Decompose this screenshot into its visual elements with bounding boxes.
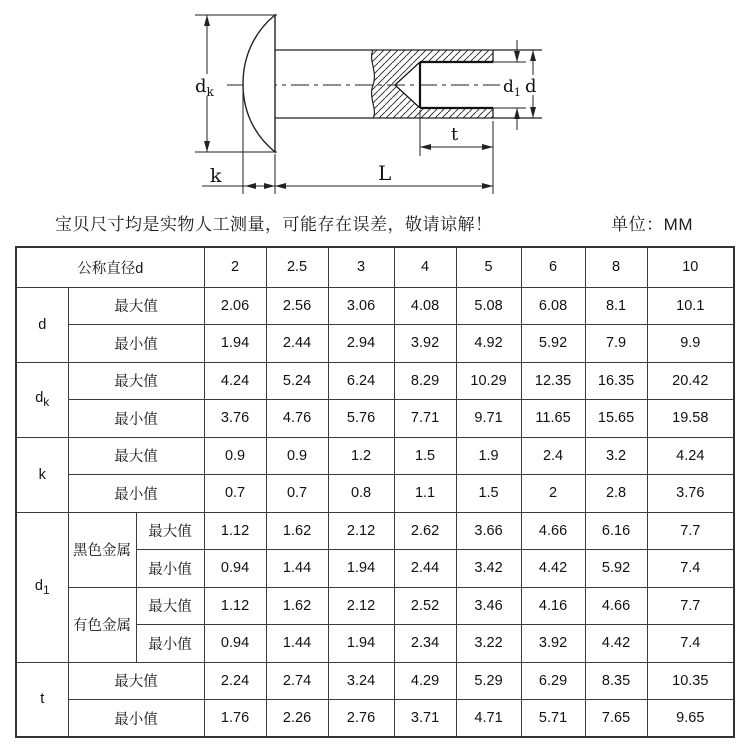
value-cell: 0.7 <box>266 475 328 513</box>
value-cell: 1.1 <box>394 475 456 513</box>
table-row <box>16 287 734 325</box>
param-cell <box>16 512 68 662</box>
minmax-cell: 最大值 <box>68 362 204 400</box>
k-label: k <box>210 165 222 187</box>
value-cell: 0.8 <box>328 475 394 513</box>
metal-type-cell: 有色金属 <box>68 587 136 662</box>
value-cell: 10.29 <box>456 362 521 400</box>
param-label: t <box>40 691 45 708</box>
value-cell: 5.76 <box>328 400 394 438</box>
param-label: $d_k$ <box>35 390 50 409</box>
value-cell: 0.94 <box>204 550 266 588</box>
value-cell: 7.7 <box>647 587 734 625</box>
d1-label: $d_1$ <box>503 77 521 99</box>
value-cell: 5.08 <box>456 287 521 325</box>
table-header-row <box>16 247 734 287</box>
value-cell: 2.12 <box>328 512 394 550</box>
value-cell: 7.71 <box>394 400 456 438</box>
value-cell: 3.46 <box>456 587 521 625</box>
minmax-cell: 最小值 <box>136 625 204 663</box>
value-cell: 8.29 <box>394 362 456 400</box>
value-cell: 0.94 <box>204 625 266 663</box>
value-cell: 3.76 <box>204 400 266 438</box>
value-cell: 3.42 <box>456 550 521 588</box>
t-label: t <box>451 124 459 145</box>
value-cell: 1.62 <box>266 587 328 625</box>
arrow-icon <box>420 144 431 150</box>
value-cell: 4.42 <box>585 625 647 663</box>
table-row <box>16 325 734 363</box>
value-cell: 1.62 <box>266 512 328 550</box>
L-label: L <box>378 161 392 185</box>
d-label: d <box>525 76 537 97</box>
value-cell: 3.24 <box>328 662 394 700</box>
value-cell: 1.5 <box>394 437 456 475</box>
value-cell: 1.2 <box>328 437 394 475</box>
param-label: k <box>38 466 46 483</box>
value-cell: 4.71 <box>456 700 521 738</box>
unit-text: 单位：MM <box>611 215 693 234</box>
value-cell: 15.65 <box>585 400 647 438</box>
value-cell: 2.74 <box>266 662 328 700</box>
value-cell: 4.29 <box>394 662 456 700</box>
arrow-icon <box>204 141 210 152</box>
table-row <box>16 400 734 438</box>
arrow-icon <box>530 107 536 118</box>
header-size-cell: 2.5 <box>266 247 328 287</box>
value-cell: 1.5 <box>456 475 521 513</box>
header-corner-cell: 公称直径d <box>16 247 204 287</box>
value-cell: 2.26 <box>266 700 328 738</box>
value-cell: 5.92 <box>521 325 585 363</box>
header-size-cell: 8 <box>585 247 647 287</box>
param-cell <box>16 362 68 437</box>
value-cell: 2.34 <box>394 625 456 663</box>
value-cell: 3.92 <box>521 625 585 663</box>
header-size-cell: 4 <box>394 247 456 287</box>
value-cell: 2.12 <box>328 587 394 625</box>
minmax-cell: 最大值 <box>68 662 204 700</box>
value-cell: 3.71 <box>394 700 456 738</box>
value-cell: 6.08 <box>521 287 585 325</box>
table-row <box>16 662 734 700</box>
value-cell: 3.92 <box>394 325 456 363</box>
rivet-drawing-svg <box>0 0 750 206</box>
arrow-icon <box>204 15 210 26</box>
measurement-note <box>0 206 750 244</box>
value-cell: 6.29 <box>521 662 585 700</box>
value-cell: 8.1 <box>585 287 647 325</box>
value-cell: 5.92 <box>585 550 647 588</box>
param-cell <box>16 437 68 512</box>
value-cell: 3.06 <box>328 287 394 325</box>
minmax-cell: 最小值 <box>68 325 204 363</box>
minmax-cell: 最小值 <box>68 475 204 513</box>
minmax-cell: 最大值 <box>68 287 204 325</box>
header-size-cell: 5 <box>456 247 521 287</box>
value-cell: 8.35 <box>585 662 647 700</box>
header-size-cell: 2 <box>204 247 266 287</box>
value-cell: 2.62 <box>394 512 456 550</box>
value-cell: 4.24 <box>647 437 734 475</box>
value-cell: 9.65 <box>647 700 734 738</box>
minmax-cell: 最小值 <box>68 700 204 738</box>
minmax-cell: 最大值 <box>136 512 204 550</box>
value-cell: 4.66 <box>521 512 585 550</box>
value-cell: 2.52 <box>394 587 456 625</box>
value-cell: 4.24 <box>204 362 266 400</box>
header-size-cell: 10 <box>647 247 734 287</box>
value-cell: 6.16 <box>585 512 647 550</box>
minmax-cell: 最大值 <box>136 587 204 625</box>
value-cell: 3.2 <box>585 437 647 475</box>
value-cell: 1.12 <box>204 512 266 550</box>
value-cell: 4.08 <box>394 287 456 325</box>
value-cell: 5.29 <box>456 662 521 700</box>
arrow-icon <box>245 183 256 189</box>
param-cell <box>16 287 68 362</box>
value-cell: 6.24 <box>328 362 394 400</box>
rivet-technical-drawing <box>0 0 750 206</box>
dimension-spec-table <box>15 246 735 738</box>
rivet-head <box>243 15 275 152</box>
value-cell: 3.66 <box>456 512 521 550</box>
value-cell: 2.76 <box>328 700 394 738</box>
param-label: d <box>38 316 47 333</box>
value-cell: 1.94 <box>328 550 394 588</box>
dk-label: $d_k$ <box>195 76 214 99</box>
value-cell: 3.76 <box>647 475 734 513</box>
arrow-icon <box>275 183 286 189</box>
param-cell <box>16 662 68 737</box>
value-cell: 9.71 <box>456 400 521 438</box>
table-row <box>16 475 734 513</box>
value-cell: 2.4 <box>521 437 585 475</box>
value-cell: 10.1 <box>647 287 734 325</box>
value-cell: 4.92 <box>456 325 521 363</box>
value-cell: 7.65 <box>585 700 647 738</box>
value-cell: 1.94 <box>328 625 394 663</box>
value-cell: 0.7 <box>204 475 266 513</box>
table-row <box>16 437 734 475</box>
value-cell: 5.24 <box>266 362 328 400</box>
value-cell: 19.58 <box>647 400 734 438</box>
table-row <box>16 512 734 550</box>
value-cell: 7.9 <box>585 325 647 363</box>
value-cell: 7.4 <box>647 625 734 663</box>
value-cell: 1.94 <box>204 325 266 363</box>
param-label: $d_1$ <box>34 577 50 597</box>
value-cell: 1.76 <box>204 700 266 738</box>
value-cell: 4.42 <box>521 550 585 588</box>
value-cell: 7.7 <box>647 512 734 550</box>
arrow-icon <box>530 50 536 61</box>
value-cell: 0.9 <box>266 437 328 475</box>
header-size-cell: 6 <box>521 247 585 287</box>
value-cell: 3.22 <box>456 625 521 663</box>
arrow-icon <box>264 183 275 189</box>
value-cell: 16.35 <box>585 362 647 400</box>
value-cell: 1.12 <box>204 587 266 625</box>
value-cell: 2 <box>521 475 585 513</box>
arrow-icon <box>514 108 520 119</box>
note-text: 宝贝尺寸均是实物人工测量，可能存在误差，敬请谅解！ <box>55 215 493 234</box>
value-cell: 10.35 <box>647 662 734 700</box>
value-cell: 12.35 <box>521 362 585 400</box>
arrow-icon <box>482 183 493 189</box>
header-size-cell: 3 <box>328 247 394 287</box>
table-row <box>16 362 734 400</box>
value-cell: 0.9 <box>204 437 266 475</box>
value-cell: 2.06 <box>204 287 266 325</box>
value-cell: 9.9 <box>647 325 734 363</box>
metal-type-cell: 黑色金属 <box>68 512 136 587</box>
arrow-icon <box>482 144 493 150</box>
minmax-cell: 最小值 <box>136 550 204 588</box>
table-row <box>16 700 734 738</box>
value-cell: 4.66 <box>585 587 647 625</box>
value-cell: 1.44 <box>266 625 328 663</box>
value-cell: 5.71 <box>521 700 585 738</box>
arrow-icon <box>514 51 520 62</box>
value-cell: 2.44 <box>394 550 456 588</box>
value-cell: 2.8 <box>585 475 647 513</box>
value-cell: 2.94 <box>328 325 394 363</box>
value-cell: 7.4 <box>647 550 734 588</box>
value-cell: 4.16 <box>521 587 585 625</box>
value-cell: 1.9 <box>456 437 521 475</box>
value-cell: 2.44 <box>266 325 328 363</box>
value-cell: 1.44 <box>266 550 328 588</box>
minmax-cell: 最大值 <box>68 437 204 475</box>
value-cell: 4.76 <box>266 400 328 438</box>
value-cell: 2.24 <box>204 662 266 700</box>
table-row <box>16 587 734 625</box>
minmax-cell: 最小值 <box>68 400 204 438</box>
value-cell: 11.65 <box>521 400 585 438</box>
value-cell: 2.56 <box>266 287 328 325</box>
value-cell: 20.42 <box>647 362 734 400</box>
